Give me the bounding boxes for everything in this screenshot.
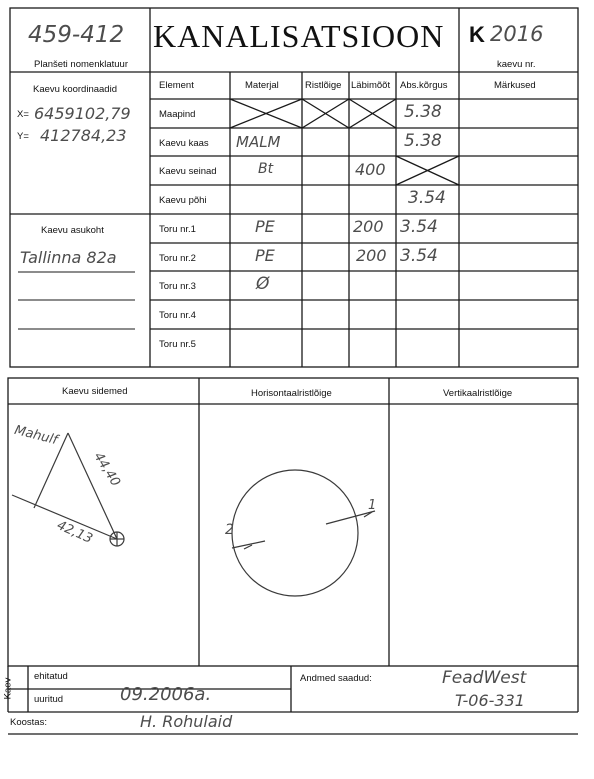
y-coordinate-value: 412784,23 — [40, 126, 127, 145]
cell-material: PE — [255, 246, 275, 265]
well-number-value: 2016 — [490, 22, 544, 46]
cell-abs-height: 5.38 — [404, 102, 442, 122]
compiled-by: H. Rohulaid — [140, 712, 233, 731]
page-title: KANALISATSIOON — [153, 18, 445, 54]
cell-diameter: 400 — [355, 160, 386, 179]
col-material: Materjal — [245, 80, 279, 91]
cell-diameter: 200 — [353, 217, 384, 236]
well-prefix: K — [469, 22, 485, 47]
built-label: ehitatud — [34, 671, 68, 682]
well-number-label: kaevu nr. — [497, 59, 536, 70]
cell-material: MALM — [236, 133, 281, 151]
sheet-nomenclature-value: 459-412 — [28, 22, 125, 48]
row-element: Toru nr.1 — [159, 224, 196, 235]
distance-2: 42,13 — [54, 518, 95, 547]
col-diameter: Läbimõõt — [351, 80, 391, 91]
vertical-section-label: Vertikaalristlõige — [443, 388, 513, 399]
footer-side-label: Kaev — [2, 677, 14, 700]
pipe-out-number: 1 — [368, 498, 377, 513]
location-label: Kaevu asukoht — [41, 225, 104, 236]
col-cross-section: Ristlõige — [305, 80, 342, 91]
row-element: Kaevu põhi — [159, 195, 207, 206]
cell-material: Ø — [256, 274, 270, 294]
x-label: X= — [17, 109, 29, 120]
surveyed-label: uuritud — [34, 694, 64, 705]
compiled-label: Koostas: — [10, 717, 47, 728]
cell-abs-height: 5.38 — [404, 131, 442, 151]
col-notes: Märkused — [494, 80, 536, 91]
cell-material: PE — [255, 217, 275, 236]
row-element: Kaevu seinad — [159, 166, 217, 177]
data-source-code: T-06-331 — [455, 691, 525, 710]
cell-abs-height: 3.54 — [400, 246, 438, 266]
row-element: Toru nr.4 — [159, 310, 196, 321]
x-coordinate-value: 6459102,79 — [34, 104, 131, 123]
distance-1: 44,40 — [90, 449, 123, 490]
col-abs-height: Abs.kõrgus — [400, 80, 448, 91]
col-element: Element — [159, 80, 194, 91]
links-label: Kaevu sidemed — [62, 386, 128, 397]
sheet-nomenclature-label: Planšeti nomenklatuur — [34, 59, 128, 70]
reference-name: Mahulf — [12, 422, 60, 449]
row-element: Maapind — [159, 109, 196, 120]
horizontal-section-label: Horisontaalristlõige — [251, 388, 332, 399]
coordinates-label: Kaevu koordinaadid — [33, 84, 117, 95]
data-source-label: Andmed saadud: — [300, 673, 372, 684]
row-element: Kaevu kaas — [159, 138, 209, 149]
surveyed-date: 09.2006a. — [120, 684, 212, 705]
cell-diameter: 200 — [356, 246, 387, 265]
location-value: Tallinna 82a — [20, 248, 117, 267]
row-element: Toru nr.2 — [159, 253, 196, 264]
y-label: Y= — [17, 131, 29, 142]
row-element: Toru nr.3 — [159, 281, 196, 292]
row-element: Toru nr.5 — [159, 339, 196, 350]
cell-material: Bt — [258, 161, 274, 177]
pipe-in-number: 2 — [225, 522, 234, 538]
cell-abs-height: 3.54 — [408, 188, 446, 208]
cell-abs-height: 3.54 — [400, 217, 438, 237]
data-source-value: FeadWest — [442, 668, 527, 688]
